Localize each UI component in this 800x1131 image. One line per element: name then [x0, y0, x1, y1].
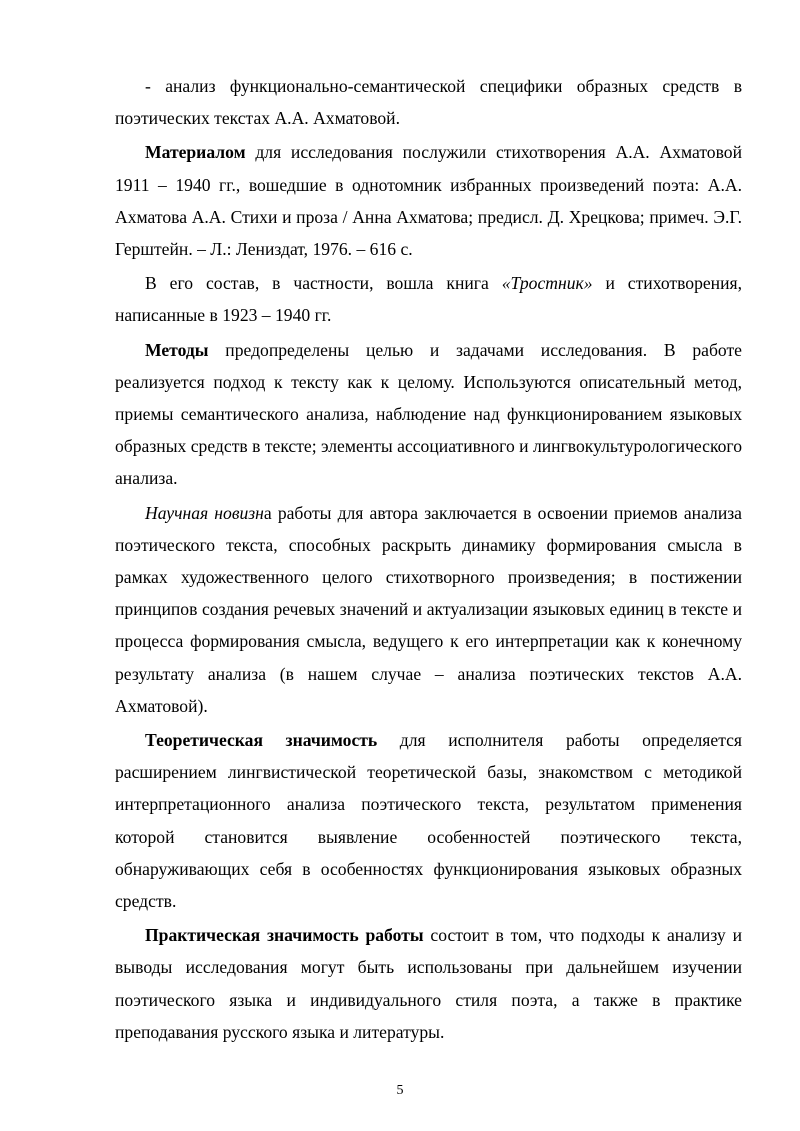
- theoretical-heading: Теоретическая значимость: [145, 730, 378, 751]
- paragraph-text: В его состав, в частности, вошла книга: [145, 273, 502, 294]
- practical-heading: Практическая значимость работы: [145, 925, 424, 946]
- paragraph-material: [115, 136, 742, 265]
- paragraph-tasks: [115, 70, 742, 134]
- paragraph-text: для исследования послужили стихотворения А.А. Ахматовой 1911 – 1940 гг., вошедшие в однотомник избранных произведений поэта: А.А. Ахматова А.А. Стихи и проза / Анна Ахматова; предисл. Д. Хрецкова; примеч. Э.Г. Герштейн. – Л.: Лениздат, 1976. – 616 с.: [115, 142, 742, 260]
- paragraph-text: а работы для автора заключается в освоении приемов анализа поэтического текста, способных раскрыть динамику формирования смысла в рамках художественного целого стихотворного произведения; в постижении принципов создания речевых значений и актуализации языковых единиц в тексте и процесса формирования смысла, ведущего к его интерпретации как к конечному результату анализа (в нашем случае – анализа поэтических текстов А.А. Ахматовой).: [115, 502, 742, 716]
- paragraph-methods: [115, 334, 742, 495]
- page-body: [115, 70, 742, 1050]
- book-title: «Тростник»: [501, 273, 593, 294]
- paragraph-text: для исполнителя работы определяется расширением лингвистической теоретической базы, знакомством с методикой интерпретационного анализа поэтического текста, результатом применения которой становится выявление особенностей поэтического текста, обнаруживающих себя в особенностях функционирования языковых образных средств.: [115, 730, 743, 912]
- paragraph-practical: [115, 919, 742, 1048]
- paragraph-text: - анализ функционально-семантической специфики образных средств в поэтических текстах А.А. Ахматовой.: [115, 76, 742, 129]
- paragraph-text: предопределены целью и задачами исследования. В работе реализуется подход к тексту как к целому. Используются описательный метод, приемы семантического анализа, наблюдение над функционированием языковых образных средств в тексте; элементы ассоциативного и лингвокультурологического анализа.: [115, 339, 742, 489]
- paragraph-text: и стихотворения, написанные в 1923 – 1940 гг.: [115, 273, 742, 326]
- paragraph-novelty: [115, 497, 742, 722]
- paragraph-theoretical: [115, 724, 742, 917]
- paragraph-composition: [115, 267, 742, 331]
- material-heading: Материалом: [145, 142, 246, 163]
- page-number: 5: [396, 1083, 404, 1098]
- novelty-heading: Научная новизн: [145, 502, 264, 523]
- paragraph-text: состоит в том, что подходы к анализу и выводы исследования могут быть использованы при дальнейшем изучении поэтического языка и индивидуального стиля поэта, а также в практике преподавания русского языка и литературы.: [115, 925, 742, 1042]
- methods-heading: Методы: [145, 339, 209, 360]
